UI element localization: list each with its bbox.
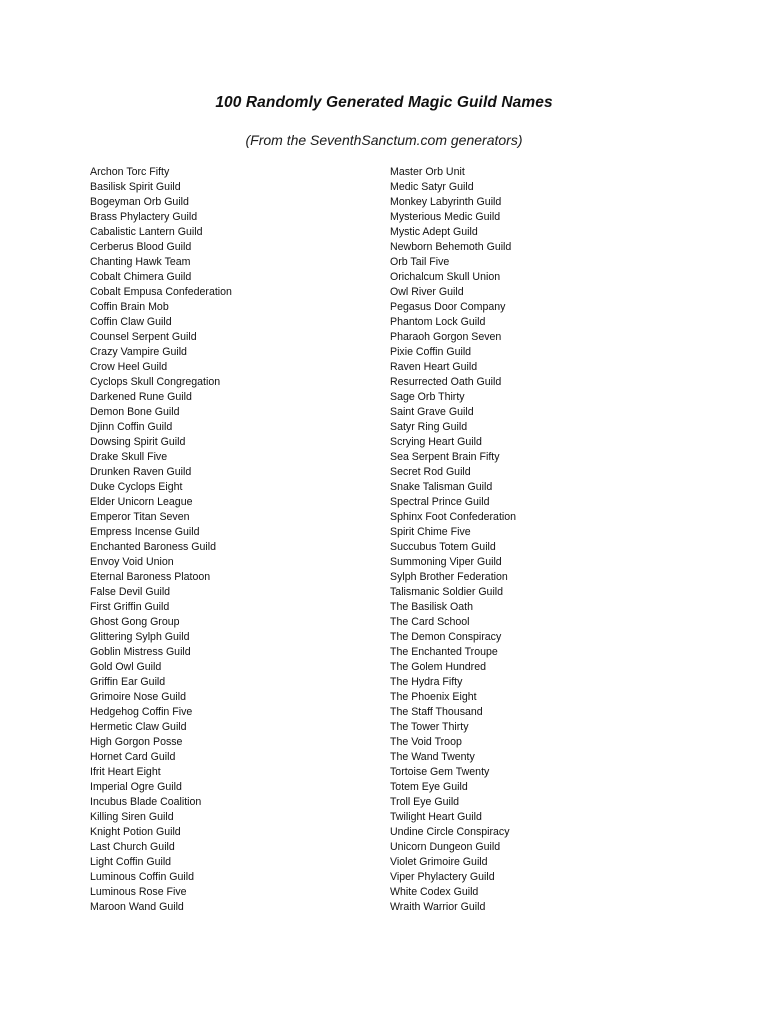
guild-name-item: Ifrit Heart Eight — [90, 766, 161, 778]
document-subtitle: (From the SeventhSanctum.com generators) — [245, 132, 523, 148]
guild-name-item: Raven Heart Guild — [390, 361, 478, 373]
guild-name-item: Pegasus Door Company — [390, 301, 506, 313]
guild-name-item: Elder Unicorn League — [90, 496, 193, 508]
guild-name-item: The Demon Conspiracy — [390, 631, 502, 643]
guild-name-item: Scrying Heart Guild — [390, 436, 482, 448]
guild-name-item: Goblin Mistress Guild — [90, 646, 191, 658]
guild-name-item: The Card School — [390, 616, 470, 628]
guild-name-item: Light Coffin Guild — [90, 856, 172, 868]
guild-name-item: Basilisk Spirit Guild — [90, 181, 181, 193]
guild-name-item: Chanting Hawk Team — [90, 256, 191, 268]
guild-name-item: Ghost Gong Group — [90, 616, 180, 628]
guild-name-item: Tortoise Gem Twenty — [390, 766, 490, 778]
guild-name-item: Orb Tail Five — [390, 256, 450, 268]
guild-name-item: Viper Phylactery Guild — [390, 871, 495, 883]
guild-name-item: Orichalcum Skull Union — [390, 271, 501, 283]
guild-name-item: Cyclops Skull Congregation — [90, 376, 221, 388]
guild-name-item: Gold Owl Guild — [90, 661, 162, 673]
guild-name-item: Last Church Guild — [90, 841, 175, 853]
guild-name-item: Master Orb Unit — [390, 166, 465, 178]
guild-name-item: High Gorgon Posse — [90, 736, 183, 748]
guild-name-item: Snake Talisman Guild — [390, 481, 493, 493]
guild-name-item: Brass Phylactery Guild — [90, 211, 198, 223]
guild-name-item: The Hydra Fifty — [390, 676, 463, 688]
guild-name-item: Bogeyman Orb Guild — [90, 196, 189, 208]
guild-name-item: Crow Heel Guild — [90, 361, 168, 373]
guild-name-item: Maroon Wand Guild — [90, 901, 184, 913]
guild-name-item: Hornet Card Guild — [90, 751, 176, 763]
guild-name-item: Violet Grimoire Guild — [390, 856, 488, 868]
guild-name-item: White Codex Guild — [390, 886, 479, 898]
guild-name-item: Coffin Claw Guild — [90, 316, 172, 328]
guild-name-item: The Tower Thirty — [390, 721, 469, 733]
guild-name-item: Phantom Lock Guild — [390, 316, 486, 328]
guild-name-item: Sea Serpent Brain Fifty — [390, 451, 500, 463]
guild-name-item: Summoning Viper Guild — [390, 556, 502, 568]
guild-name-item: Succubus Totem Guild — [390, 541, 496, 553]
guild-name-item: Resurrected Oath Guild — [390, 376, 502, 388]
guild-name-item: Unicorn Dungeon Guild — [390, 841, 501, 853]
guild-name-item: Pharaoh Gorgon Seven — [390, 331, 502, 343]
left-name-column — [90, 165, 370, 915]
guild-name-item: Emperor Titan Seven — [90, 511, 190, 523]
guild-name-item: The Enchanted Troupe — [390, 646, 498, 658]
guild-name-item: Crazy Vampire Guild — [90, 346, 187, 358]
guild-name-item: Spectral Prince Guild — [390, 496, 490, 508]
right-name-column — [390, 165, 690, 915]
guild-name-item: Sphinx Foot Confederation — [390, 511, 517, 523]
guild-name-item: Undine Circle Conspiracy — [390, 826, 510, 838]
guild-name-item: Talismanic Soldier Guild — [390, 586, 504, 598]
guild-name-item: Drake Skull Five — [90, 451, 168, 463]
guild-name-item: Glittering Sylph Guild — [90, 631, 190, 643]
guild-name-item: Owl River Guild — [390, 286, 464, 298]
guild-name-item: Empress Incense Guild — [90, 526, 200, 538]
guild-name-item: Cabalistic Lantern Guild — [90, 226, 203, 238]
guild-name-item: Djinn Coffin Guild — [90, 421, 173, 433]
guild-name-item: False Devil Guild — [90, 586, 171, 598]
guild-name-item: Sage Orb Thirty — [390, 391, 465, 403]
document-title: 100 Randomly Generated Magic Guild Names — [215, 94, 553, 111]
guild-name-item: Grimoire Nose Guild — [90, 691, 186, 703]
guild-name-item: Cobalt Empusa Confederation — [90, 286, 232, 298]
guild-name-item: Griffin Ear Guild — [90, 676, 166, 688]
guild-name-item: Counsel Serpent Guild — [90, 331, 197, 343]
guild-name-item: Coffin Brain Mob — [90, 301, 169, 313]
guild-name-item: Envoy Void Union — [90, 556, 174, 568]
guild-name-item: Archon Torc Fifty — [90, 166, 170, 178]
guild-name-item: Wraith Warrior Guild — [390, 901, 486, 913]
guild-name-item: Saint Grave Guild — [390, 406, 474, 418]
guild-name-item: The Basilisk Oath — [390, 601, 474, 613]
guild-name-item: Luminous Coffin Guild — [90, 871, 195, 883]
guild-name-item: Spirit Chime Five — [390, 526, 471, 538]
guild-name-item: The Golem Hundred — [390, 661, 486, 673]
guild-name-item: Drunken Raven Guild — [90, 466, 192, 478]
guild-name-item: Incubus Blade Coalition — [90, 796, 202, 808]
guild-name-item: Duke Cyclops Eight — [90, 481, 183, 493]
guild-name-item: The Phoenix Eight — [390, 691, 477, 703]
guild-name-item: Troll Eye Guild — [390, 796, 460, 808]
guild-name-item: Monkey Labyrinth Guild — [390, 196, 502, 208]
guild-name-item: The Wand Twenty — [390, 751, 475, 763]
guild-name-item: Hedgehog Coffin Five — [90, 706, 193, 718]
guild-name-item: Sylph Brother Federation — [390, 571, 508, 583]
guild-name-item: Hermetic Claw Guild — [90, 721, 187, 733]
guild-name-item: Eternal Baroness Platoon — [90, 571, 211, 583]
guild-name-item: Imperial Ogre Guild — [90, 781, 182, 793]
guild-name-item: Dowsing Spirit Guild — [90, 436, 186, 448]
guild-name-item: Totem Eye Guild — [390, 781, 468, 793]
guild-name-item: Mystic Adept Guild — [390, 226, 478, 238]
guild-name-item: Cerberus Blood Guild — [90, 241, 192, 253]
guild-name-item: Enchanted Baroness Guild — [90, 541, 217, 553]
guild-name-item: Knight Potion Guild — [90, 826, 181, 838]
guild-name-item: The Void Troop — [390, 736, 462, 748]
guild-name-item: Cobalt Chimera Guild — [90, 271, 192, 283]
guild-name-item: Medic Satyr Guild — [390, 181, 474, 193]
guild-name-item: First Griffin Guild — [90, 601, 170, 613]
guild-name-item: Killing Siren Guild — [90, 811, 174, 823]
guild-name-item: Darkened Rune Guild — [90, 391, 192, 403]
guild-name-item: Pixie Coffin Guild — [390, 346, 472, 358]
guild-name-item: Mysterious Medic Guild — [390, 211, 501, 223]
guild-name-item: Luminous Rose Five — [90, 886, 187, 898]
guild-name-item: Secret Rod Guild — [390, 466, 471, 478]
guild-name-item: Demon Bone Guild — [90, 406, 180, 418]
guild-name-item: Newborn Behemoth Guild — [390, 241, 512, 253]
guild-name-item: Twilight Heart Guild — [390, 811, 482, 823]
guild-name-item: The Staff Thousand — [390, 706, 483, 718]
guild-name-item: Satyr Ring Guild — [390, 421, 468, 433]
